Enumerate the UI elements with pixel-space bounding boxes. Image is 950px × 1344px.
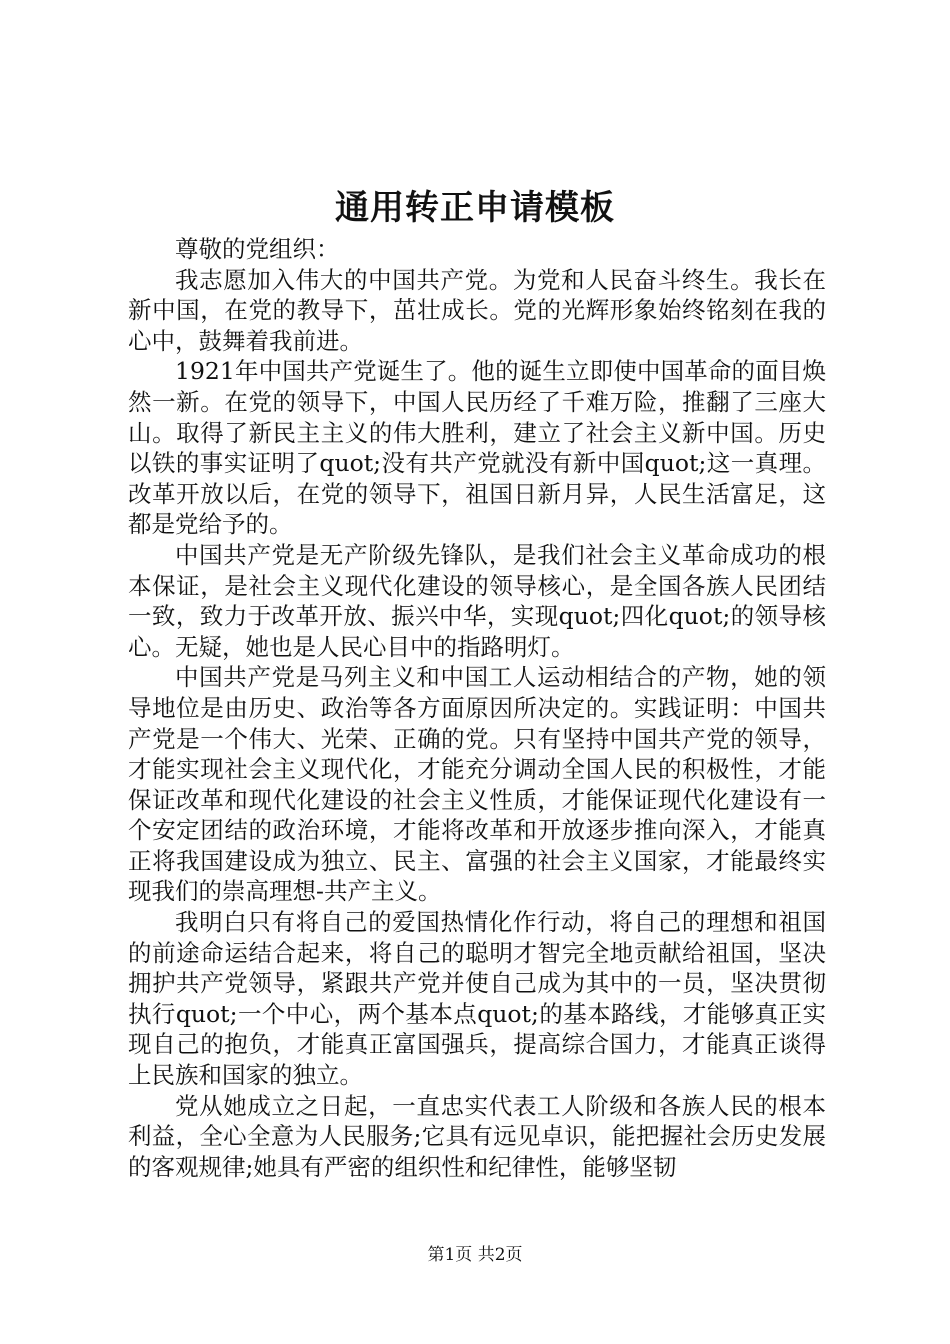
salutation: 尊敬的党组织：: [175, 235, 340, 263]
paragraph-3: 中国共产党是无产阶级先锋队，是我们社会主义革命成功的根本保证，是社会主义现代化建设的领导核心，是全国各族人民团结一致，致力于改革开放、振兴中华，实现quot;四化quot;的领导核心。无疑，她也是人民心目中的指路明灯。: [128, 540, 826, 661]
document-body: [128, 234, 826, 1182]
page-number-footer: 第1页 共2页: [427, 1245, 523, 1265]
paragraph-1: 我志愿加入伟大的中国共产党。为党和人民奋斗终生。我长在新中国，在党的教导下，茁壮成长。党的光辉形象始终铭刻在我的心中，鼓舞着我前进。: [128, 265, 826, 355]
paragraph-6: 党从她成立之日起，一直忠实代表工人阶级和各族人民的根本利益，全心全意为人民服务;它具有远见卓识，能把握社会历史发展的客观规律;她具有严密的组织性和纪律性，能够坚韧: [128, 1091, 826, 1181]
paragraph-4: 中国共产党是马列主义和中国工人运动相结合的产物，她的领导地位是由历史、政治等各方面原因所决定的。实践证明：中国共产党是一个伟大、光荣、正确的党。只有坚持中国共产党的领导，才能实现社会主义现代化，才能充分调动全国人民的积极性，才能保证改革和现代化建设的社会主义性质，才能保证现代化建设有一个安定团结的政治环境，才能将改革和开放逐步推向深入，才能真正将我国建设成为独立、民主、富强的社会主义国家，才能最终实现我们的崇高理想-共产主义。: [128, 663, 826, 906]
paragraph-2: 1921年中国共产党诞生了。他的诞生立即使中国革命的面目焕然一新。在党的领导下，中国人民历经了千难万险，推翻了三座大山。取得了新民主主义的伟大胜利，建立了社会主义新中国。历史以铁的事实证明了quot;没有共产党就没有新中国quot;这一真理。改革开放以后，在党的领导下，祖国日新月异，人民生活富足，这都是党给予的。: [128, 357, 826, 539]
document-title: 通用转正申请模板: [335, 188, 615, 228]
paragraph-5: 我明白只有将自己的爱国热情化作行动，将自己的理想和祖国的前途命运结合起来，将自己的聪明才智完全地贡献给祖国，坚决拥护共产党领导，紧跟共产党并使自己成为其中的一员，坚决贯彻执行quot;一个中心，两个基本点quot;的基本路线，才能够真正实现自己的抱负，才能真正富国强兵，提高综合国力，才能真正谈得上民族和国家的独立。: [128, 908, 826, 1090]
